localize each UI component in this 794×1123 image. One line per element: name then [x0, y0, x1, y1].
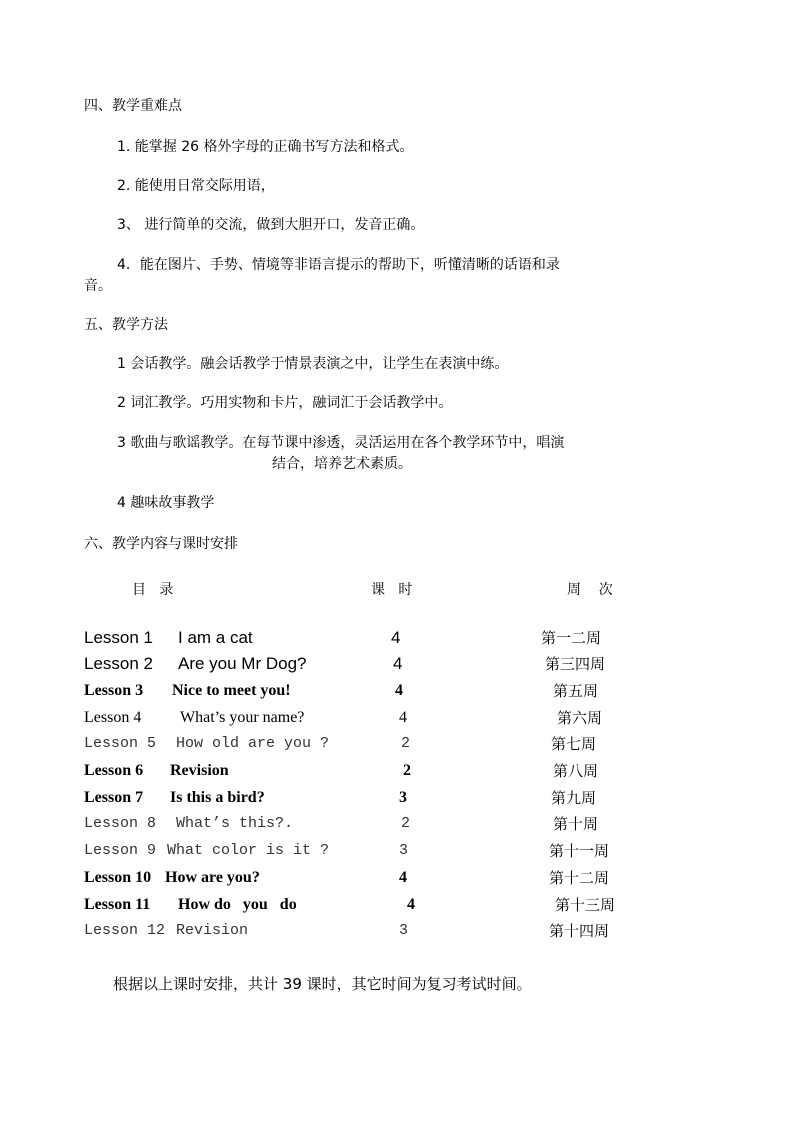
- lesson-number: Lesson 4: [84, 709, 142, 726]
- lesson-hours: 2: [401, 735, 411, 752]
- table-header-weeks: 周 次: [567, 582, 613, 598]
- table-row: [0, 866, 794, 890]
- lesson-title: Revision: [170, 762, 229, 779]
- lesson-week: 第十周: [553, 815, 599, 833]
- lesson-number: Lesson 11: [84, 896, 151, 913]
- lesson-title: How do you do: [178, 896, 297, 913]
- lesson-number: Lesson 9: [84, 842, 157, 859]
- lesson-hours: 3: [399, 842, 409, 859]
- table-row: [0, 732, 794, 756]
- lesson-hours: 4: [399, 869, 407, 886]
- table-row: [0, 652, 794, 676]
- table-header-hours: 课 时: [371, 582, 413, 598]
- section5-item-3-cont: 结合，培养艺术素质。: [272, 456, 412, 472]
- lesson-number: Lesson 8: [84, 815, 157, 832]
- table-row: [0, 626, 794, 650]
- lesson-number: Lesson 12: [84, 922, 166, 939]
- lesson-title: What’s this?.: [176, 815, 294, 832]
- lesson-hours: 4: [407, 896, 415, 913]
- table-row: [0, 839, 794, 863]
- lesson-week: 第十二周: [549, 869, 610, 887]
- table-row: [0, 812, 794, 836]
- lesson-title: Is this a bird?: [170, 789, 265, 806]
- lesson-title: Nice to meet you!: [172, 682, 291, 699]
- section5-item-2: 2 词汇教学。巧用实物和卡片，融词汇于会话教学中。: [117, 395, 453, 411]
- section4-item-4-cont: 音。: [84, 278, 112, 294]
- lesson-week: 第九周: [551, 789, 597, 807]
- lesson-number: Lesson 3: [84, 682, 144, 699]
- lesson-title: What color is it ?: [167, 842, 330, 859]
- lesson-hours: 4: [391, 628, 401, 647]
- schedule-summary: 根据以上课时安排，共计 39 课时，其它时间为复习考试时间。: [113, 975, 532, 993]
- table-row: [0, 679, 794, 703]
- lesson-number: Lesson 6: [84, 762, 144, 779]
- lesson-week: 第十三周: [555, 896, 616, 914]
- lesson-title: What’s your name?: [180, 709, 305, 726]
- section5-heading: 五、教学方法: [84, 317, 168, 333]
- lesson-title: Revision: [176, 922, 249, 939]
- lesson-week: 第八周: [553, 762, 599, 780]
- lesson-week: 第七周: [551, 735, 597, 753]
- lesson-title: I am a cat: [178, 628, 253, 647]
- section4-item-2: 2. 能使用日常交际用语，: [117, 178, 275, 194]
- table-row: [0, 786, 794, 810]
- lesson-number: Lesson 2: [84, 654, 153, 673]
- table-header-catalog: 目 录: [132, 582, 174, 598]
- table-row: [0, 706, 794, 730]
- lesson-hours: 2: [403, 762, 411, 779]
- section4-item-4: 4．能在图片、手势、情境等非语言提示的帮助下，听懂清晰的话语和录: [117, 257, 560, 273]
- lesson-week: 第三四周: [545, 655, 606, 673]
- section4-item-3: 3、 进行简单的交流，做到大胆开口，发音正确。: [117, 217, 425, 233]
- lesson-title: How are you?: [165, 869, 260, 886]
- lesson-number: Lesson 7: [84, 789, 144, 806]
- table-row: [0, 759, 794, 783]
- lesson-hours: 4: [395, 682, 403, 699]
- lesson-hours: 2: [401, 815, 411, 832]
- lesson-week: 第十四周: [549, 922, 610, 940]
- section5-item-1: 1 会话教学。融会话教学于情景表演之中，让学生在表演中练。: [117, 356, 509, 372]
- section4-heading: 四、教学重难点: [84, 98, 182, 114]
- lesson-week: 第十一周: [549, 842, 610, 860]
- section5-item-4: 4 趣味故事教学: [117, 495, 215, 511]
- lesson-week: 第一二周: [541, 629, 602, 647]
- lesson-number: Lesson 1: [84, 628, 153, 647]
- section4-item-1: 1. 能掌握 26 格外字母的正确书写方法和格式。: [117, 139, 414, 155]
- section6-heading: 六、教学内容与课时安排: [84, 536, 238, 552]
- lesson-title: Are you Mr Dog?: [178, 654, 307, 673]
- section5-item-3: 3 歌曲与歌谣教学。在每节课中渗透，灵活运用在各个教学环节中，唱演: [117, 435, 565, 451]
- table-row: [0, 919, 794, 943]
- lesson-hours: 4: [399, 709, 407, 726]
- lesson-hours: 3: [399, 922, 409, 939]
- lesson-title: How old are you ?: [176, 735, 330, 752]
- lesson-week: 第五周: [553, 682, 599, 700]
- lesson-number: Lesson 10: [84, 869, 152, 886]
- lesson-hours: 3: [399, 789, 407, 806]
- lesson-hours: 4: [393, 654, 403, 673]
- lesson-number: Lesson 5: [84, 735, 157, 752]
- table-row: [0, 893, 794, 917]
- lesson-week: 第六周: [557, 709, 603, 727]
